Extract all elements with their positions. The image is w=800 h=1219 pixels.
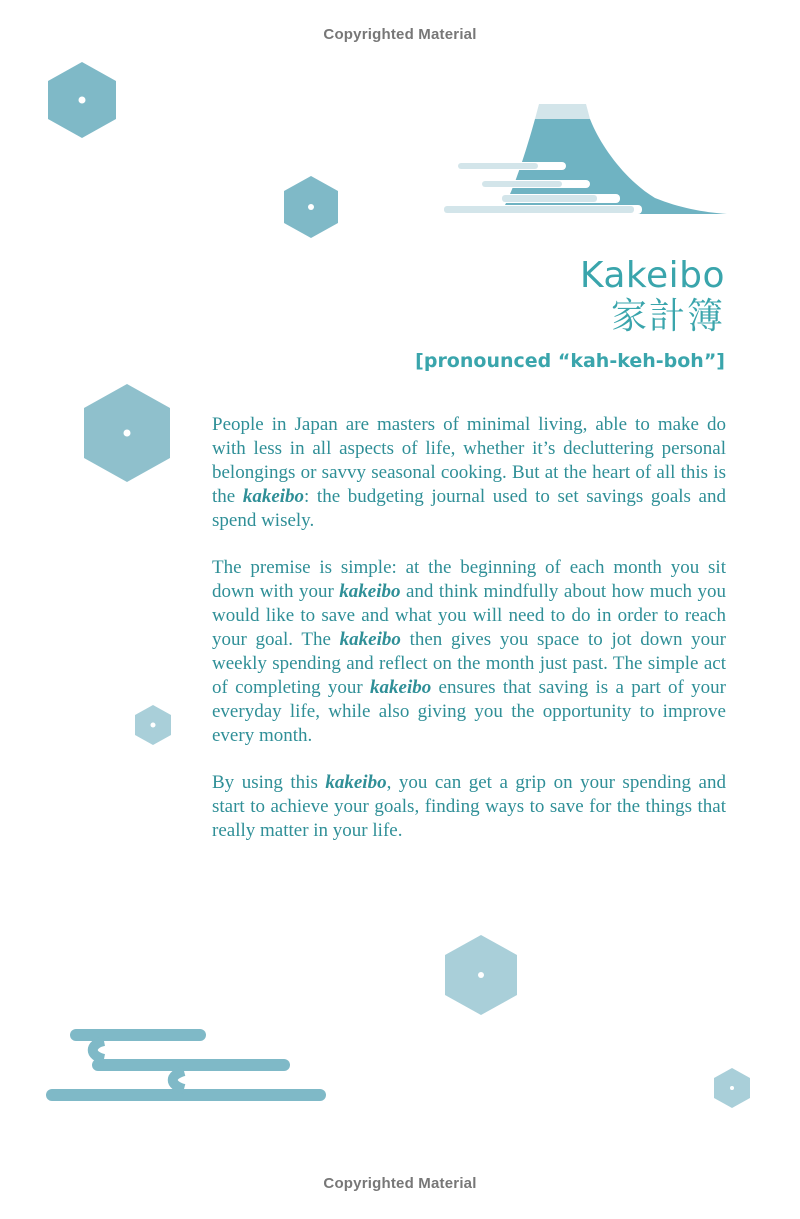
hexagon-ornament-4 <box>133 704 173 746</box>
body-text <box>212 413 726 866</box>
title-japanese: 家計簿 <box>610 296 725 337</box>
hexagon-ornament-3 <box>80 382 174 484</box>
title-english: Kakeibo <box>579 255 725 296</box>
text-run: By using this <box>212 772 326 793</box>
hexagon-ornament-2 <box>281 174 341 240</box>
emphasis-kakeibo: kakeibo <box>339 629 401 650</box>
text-run: : the budgeting journal used to set savings goals and spend wisely. <box>212 486 726 531</box>
text-run: then gives you space to jot down your weekly spending and reflect on the month just past. The simple act of completing your <box>212 629 726 698</box>
copyright-header: Copyrighted Material <box>323 26 477 43</box>
text-run: , you can get a grip on your spending and start to achieve your goals, finding ways to save for the things that really matter in your life. <box>212 772 726 841</box>
mount-fuji-illustration <box>440 100 730 218</box>
copyright-footer: Copyrighted Material <box>323 1175 477 1192</box>
paragraph-premise <box>212 556 726 748</box>
paragraph-conclusion <box>212 771 726 843</box>
text-run: People in Japan are masters of minimal living, able to make do with less in all aspects of life, whether it’s decluttering personal belongings or savvy seasonal cooking. But at the heart of all this is the <box>212 414 726 507</box>
emphasis-kakeibo: kakeibo <box>339 581 401 602</box>
hexagon-ornament-6 <box>712 1066 752 1110</box>
text-run: The premise is simple: at the beginning of each month you sit down with your <box>212 557 726 602</box>
text-run: ensures that saving is a part of your everyday life, while also giving you the opportunity to improve every month. <box>212 677 726 746</box>
cloud-stripes-illustration <box>44 1026 328 1106</box>
emphasis-kakeibo: kakeibo <box>242 486 305 507</box>
hexagon-ornament-1 <box>44 60 120 140</box>
pronunciation-guide: [pronounced “kah-keh-boh”] <box>415 350 725 372</box>
emphasis-kakeibo: kakeibo <box>325 772 387 793</box>
title-block <box>415 255 725 373</box>
paragraph-intro <box>212 413 726 533</box>
emphasis-kakeibo: kakeibo <box>370 677 432 698</box>
text-run: and think mindfully about how much you would like to save and what you will need to do in order to reach your goal. The <box>212 581 727 650</box>
hexagon-ornament-5 <box>442 933 520 1017</box>
